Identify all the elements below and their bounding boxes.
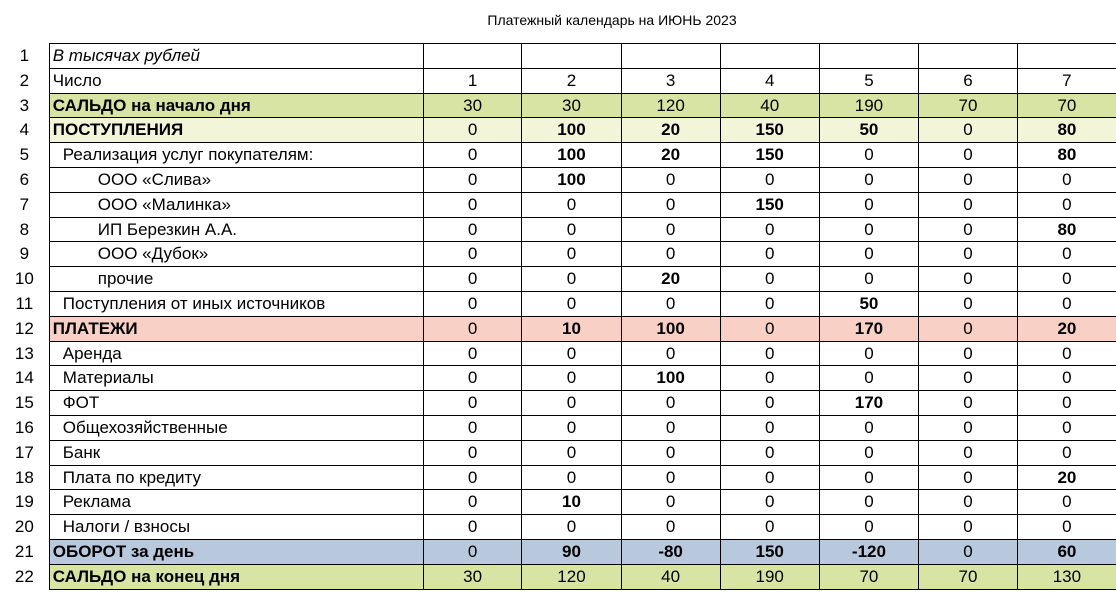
value-cell[interactable]: 0 [621,465,720,490]
row-label-cell[interactable]: Реализация услуг покупателям: [49,143,423,168]
value-cell[interactable]: 70 [919,93,1018,118]
value-cell[interactable]: 0 [819,415,918,440]
table-row [0,366,1116,391]
row-label-cell[interactable]: САЛЬДО на начало дня [49,93,423,118]
row-label-cell[interactable]: Материалы [49,366,423,391]
row-number[interactable]: 8 [19,219,30,239]
table-row [0,316,1116,341]
value-cell[interactable]: 0 [1017,440,1116,465]
value-cell[interactable]: 0 [819,515,918,540]
value-cell[interactable]: 100 [522,118,621,143]
row-label-cell[interactable]: Аренда [49,341,423,366]
value-cell[interactable]: 0 [522,267,621,292]
row-number[interactable]: 11 [15,293,34,313]
value-cell[interactable]: 0 [720,366,819,391]
value-cell[interactable]: 0 [423,440,522,465]
value-cell[interactable]: 0 [621,167,720,192]
value-cell[interactable]: 0 [621,515,720,540]
value-cell[interactable]: 0 [522,192,621,217]
row-label-cell[interactable]: ПЛАТЕЖИ [49,316,423,341]
value-cell[interactable]: 0 [919,291,1018,316]
row-label-cell[interactable]: Банк [49,440,423,465]
row-number[interactable]: 2 [19,70,30,90]
value-cell[interactable]: 130 [1017,564,1116,589]
value-cell[interactable]: 0 [819,366,918,391]
table-row [0,465,1116,490]
value-cell[interactable]: 0 [1017,167,1116,192]
row-label-cell[interactable]: Общехозяйственные [49,415,423,440]
row-number[interactable]: 13 [14,343,34,363]
value-cell[interactable]: 100 [522,143,621,168]
value-cell[interactable]: 0 [522,341,621,366]
value-cell[interactable]: 0 [621,341,720,366]
row-label-cell[interactable]: Налоги / взносы [49,515,423,540]
value-cell[interactable]: 0 [621,490,720,515]
value-cell[interactable]: 0 [423,242,522,267]
value-cell[interactable]: 70 [819,564,918,589]
table-row [0,192,1116,217]
value-cell[interactable]: 0 [522,440,621,465]
value-cell[interactable]: 0 [423,415,522,440]
table-row [0,291,1116,316]
value-cell[interactable]: 0 [919,217,1018,242]
value-cell[interactable]: 0 [720,391,819,416]
value-cell[interactable]: -120 [819,539,918,564]
value-cell[interactable] [1017,44,1116,69]
value-cell[interactable]: 0 [720,291,819,316]
value-cell[interactable]: 0 [720,217,819,242]
row-number[interactable]: 9 [19,244,30,264]
value-cell[interactable]: 0 [1017,515,1116,540]
value-cell[interactable]: 0 [819,242,918,267]
row-number[interactable]: 4 [19,120,30,140]
row-number[interactable]: 17 [14,442,34,462]
table-row [0,415,1116,440]
value-cell[interactable]: 20 [621,143,720,168]
value-cell[interactable]: 60 [1017,539,1116,564]
value-cell[interactable]: 0 [1017,415,1116,440]
row-label-cell[interactable]: Число [49,68,423,93]
value-cell[interactable]: 190 [720,564,819,589]
value-cell[interactable]: 0 [423,316,522,341]
value-cell[interactable]: 0 [522,415,621,440]
row-number[interactable]: 3 [19,95,30,115]
value-cell[interactable]: 0 [720,341,819,366]
value-cell[interactable]: 0 [423,490,522,515]
row-label-cell[interactable]: ООО «Дубок» [49,242,423,267]
value-cell[interactable]: 10 [522,316,621,341]
value-cell[interactable]: 0 [819,217,918,242]
row-label-cell[interactable]: прочие [49,267,423,292]
row-label-cell[interactable]: Реклама [49,490,423,515]
row-label-cell[interactable]: Поступления от иных источников [49,291,423,316]
table-row [0,391,1116,416]
value-cell[interactable]: 0 [919,415,1018,440]
row-label-cell[interactable]: САЛЬДО на конец дня [49,564,423,589]
row-label-cell[interactable]: ООО «Слива» [49,167,423,192]
value-cell[interactable]: 120 [522,564,621,589]
value-cell[interactable]: 0 [919,366,1018,391]
value-cell[interactable]: 7 [1017,68,1116,93]
value-cell[interactable]: 20 [621,118,720,143]
table-row [0,167,1116,192]
row-number[interactable]: 21 [14,541,34,561]
value-cell[interactable]: 0 [819,465,918,490]
value-cell[interactable] [919,44,1018,69]
value-cell[interactable]: 80 [1017,118,1116,143]
table-row [0,440,1116,465]
table-row [0,267,1116,292]
value-cell[interactable]: 0 [720,465,819,490]
row-number[interactable]: 6 [19,169,30,189]
row-number[interactable]: 1 [19,46,30,65]
value-cell[interactable]: 0 [720,242,819,267]
value-cell[interactable]: 170 [819,316,918,341]
value-cell[interactable]: 0 [720,440,819,465]
row-number[interactable]: 19 [14,492,34,512]
row-label-cell[interactable]: ИП Березкин А.А. [49,217,423,242]
value-cell[interactable]: 0 [621,415,720,440]
value-cell[interactable] [522,44,621,69]
value-cell[interactable]: 0 [423,267,522,292]
row-label-cell[interactable]: ФОТ [49,391,423,416]
payment-calendar-table [0,43,1116,590]
value-cell[interactable]: 0 [522,465,621,490]
value-cell[interactable]: -80 [621,539,720,564]
value-cell[interactable]: 0 [1017,192,1116,217]
table-row [0,93,1116,118]
row-number[interactable]: 15 [14,393,34,413]
value-cell[interactable]: 0 [919,267,1018,292]
value-cell[interactable]: 0 [919,539,1018,564]
value-cell[interactable]: 100 [522,167,621,192]
value-cell[interactable]: 80 [1017,143,1116,168]
value-cell[interactable]: 150 [720,118,819,143]
value-cell[interactable]: 40 [720,93,819,118]
table-row [0,242,1116,267]
value-cell[interactable]: 0 [819,267,918,292]
value-cell[interactable]: 50 [819,291,918,316]
value-cell[interactable] [423,44,522,69]
value-cell[interactable]: 0 [423,143,522,168]
row-number[interactable]: 22 [14,566,34,586]
row-number[interactable]: 18 [14,467,34,487]
table-row [0,515,1116,540]
row-label-cell[interactable]: ООО «Малинка» [49,192,423,217]
value-cell[interactable]: 170 [819,391,918,416]
table-row [0,539,1116,564]
value-cell[interactable]: 100 [621,316,720,341]
value-cell[interactable]: 120 [621,93,720,118]
value-cell[interactable]: 70 [1017,93,1116,118]
value-cell[interactable]: 0 [522,217,621,242]
row-number[interactable]: 14 [14,368,34,388]
value-cell[interactable]: 0 [423,192,522,217]
value-cell[interactable]: 0 [919,490,1018,515]
row-label-cell[interactable]: ОБОРОТ за день [49,539,423,564]
value-cell[interactable] [621,44,720,69]
value-cell[interactable]: 150 [720,539,819,564]
row-number[interactable]: 12 [14,318,34,338]
value-cell[interactable]: 0 [522,242,621,267]
value-cell[interactable]: 0 [1017,366,1116,391]
value-cell[interactable]: 0 [522,366,621,391]
value-cell[interactable]: 5 [819,68,918,93]
value-cell[interactable]: 0 [919,167,1018,192]
row-number[interactable]: 5 [19,145,30,165]
value-cell[interactable]: 0 [720,415,819,440]
value-cell[interactable]: 90 [522,539,621,564]
value-cell[interactable]: 0 [720,167,819,192]
table-row [0,217,1116,242]
value-cell[interactable]: 0 [1017,490,1116,515]
value-cell[interactable]: 0 [720,316,819,341]
value-cell[interactable]: 0 [919,242,1018,267]
value-cell[interactable]: 0 [819,167,918,192]
table-row [0,118,1116,143]
value-cell[interactable]: 0 [819,440,918,465]
row-number[interactable]: 20 [14,517,34,537]
value-cell[interactable]: 0 [919,465,1018,490]
value-cell[interactable]: 0 [423,291,522,316]
value-cell[interactable]: 0 [1017,391,1116,416]
value-cell[interactable]: 0 [621,192,720,217]
value-cell[interactable]: 0 [522,515,621,540]
value-cell[interactable]: 0 [423,539,522,564]
table-row [0,44,1116,69]
value-cell[interactable]: 20 [621,267,720,292]
value-cell[interactable]: 0 [919,341,1018,366]
value-cell[interactable]: 0 [522,291,621,316]
value-cell[interactable]: 150 [720,192,819,217]
value-cell[interactable]: 0 [720,490,819,515]
value-cell[interactable]: 0 [621,291,720,316]
value-cell[interactable]: 0 [919,391,1018,416]
value-cell[interactable]: 0 [720,515,819,540]
value-cell[interactable]: 0 [919,143,1018,168]
value-cell[interactable]: 1 [423,68,522,93]
value-cell[interactable]: 0 [621,391,720,416]
value-cell[interactable]: 20 [1017,316,1116,341]
value-cell[interactable]: 150 [720,143,819,168]
value-cell[interactable]: 0 [919,118,1018,143]
value-cell[interactable]: 80 [1017,217,1116,242]
value-cell[interactable]: 0 [423,167,522,192]
value-cell[interactable]: 40 [621,564,720,589]
value-cell[interactable]: 0 [919,192,1018,217]
value-cell[interactable]: 0 [1017,242,1116,267]
value-cell[interactable]: 0 [423,341,522,366]
value-cell[interactable] [819,44,918,69]
value-cell[interactable]: 0 [819,341,918,366]
value-cell[interactable]: 0 [819,143,918,168]
value-cell[interactable]: 0 [423,465,522,490]
value-cell[interactable]: 0 [1017,291,1116,316]
value-cell[interactable]: 100 [621,366,720,391]
value-cell[interactable]: 0 [919,316,1018,341]
value-cell[interactable]: 0 [919,515,1018,540]
value-cell[interactable]: 0 [621,440,720,465]
value-cell[interactable]: 0 [423,515,522,540]
value-cell[interactable]: 0 [720,267,819,292]
table-row [0,490,1116,515]
value-cell[interactable]: 0 [919,440,1018,465]
value-cell[interactable]: 0 [423,217,522,242]
value-cell[interactable]: 0 [423,118,522,143]
row-label-cell[interactable]: Плата по кредиту [49,465,423,490]
value-cell[interactable]: 30 [423,93,522,118]
table-row [0,143,1116,168]
value-cell[interactable]: 70 [919,564,1018,589]
value-cell[interactable]: 0 [1017,267,1116,292]
row-label-cell[interactable]: ПОСТУПЛЕНИЯ [49,118,423,143]
value-cell[interactable]: 0 [819,490,918,515]
value-cell[interactable]: 0 [423,391,522,416]
value-cell[interactable]: 3 [621,68,720,93]
value-cell[interactable]: 0 [621,217,720,242]
value-cell[interactable]: 10 [522,490,621,515]
value-cell[interactable]: 4 [720,68,819,93]
value-cell[interactable]: 20 [1017,465,1116,490]
value-cell[interactable] [720,44,819,69]
row-number[interactable]: 16 [14,417,34,437]
table-row [0,68,1116,93]
value-cell[interactable]: 30 [522,93,621,118]
value-cell[interactable]: 6 [919,68,1018,93]
row-number[interactable]: 7 [19,194,30,214]
value-cell[interactable]: 2 [522,68,621,93]
value-cell[interactable]: 0 [1017,341,1116,366]
table-row [0,341,1116,366]
value-cell[interactable]: 0 [423,366,522,391]
value-cell[interactable]: 0 [819,192,918,217]
table-row [0,564,1116,589]
value-cell[interactable]: 0 [522,391,621,416]
value-cell[interactable]: 0 [621,242,720,267]
row-number[interactable]: 10 [14,269,34,289]
value-cell[interactable]: 190 [819,93,918,118]
row-label-cell[interactable]: В тысячах рублей [49,44,423,69]
value-cell[interactable]: 50 [819,118,918,143]
sheet-title: Платежный календарь на ИЮНЬ 2023 [487,12,737,28]
value-cell[interactable]: 30 [423,564,522,589]
